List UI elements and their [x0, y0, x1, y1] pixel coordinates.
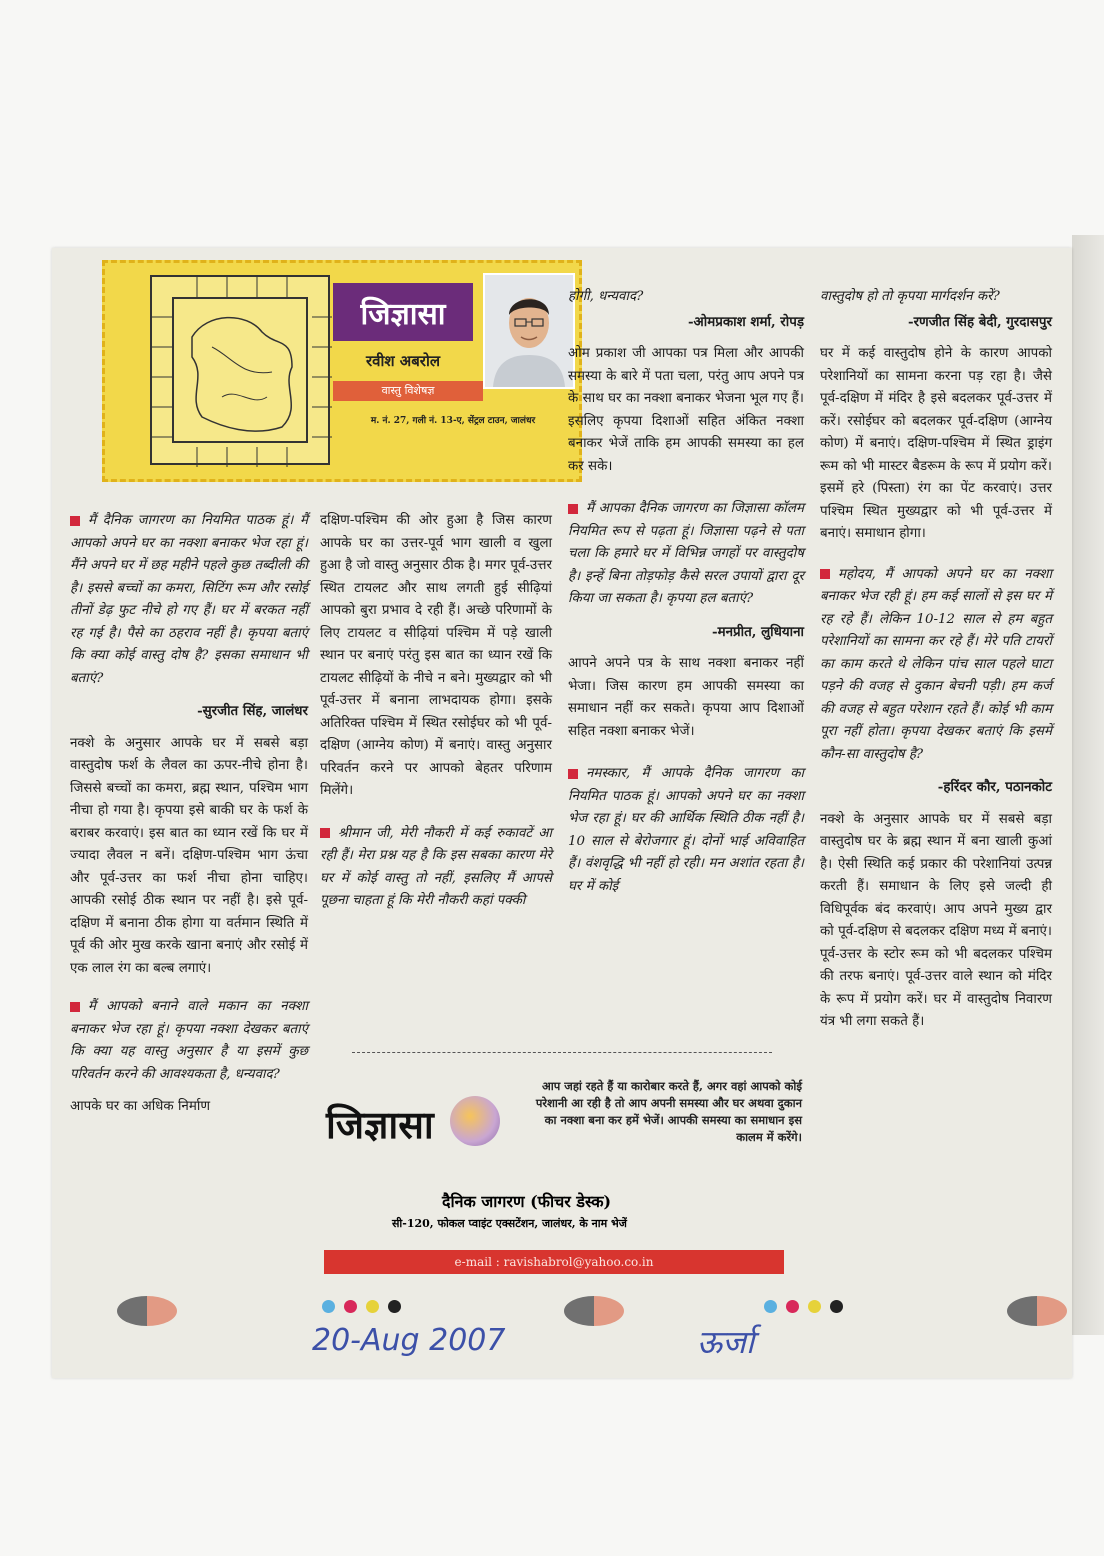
- bullet-square: [568, 769, 578, 779]
- vastu-grid-illustration: [150, 275, 330, 465]
- column-logo-icon: [450, 1096, 500, 1146]
- column-1: [70, 510, 308, 1129]
- color-dot-icon: [388, 1300, 401, 1313]
- answer-6: नक्शे के अनुसार आपके घर में सबसे बड़ा वास्तुदोष घर के ब्रह्म स्थान में बना खाली कुआं है। ऐसी स्थिति कई प्रकार की परेशानियां उत्पन्न करती हैं। समाधान के लिए इसे जल्दी ही विधिपूर्वक बंद करवाएं। आप अपने मुख्य द्वार को पूर्व-दक्षिण से बदलकर दक्षिण मध्य में बनाएं। पूर्व-उत्तर के स्टोर रूम को भी बदलकर पश्चिम की तरफ बनाएं। पूर्व-उत्तर वाले स्थान को मंदिर के रूप में प्रयोग करें। घर में वास्तुदोष निवारण यंत्र भी लगा सकते हैं।: [820, 811, 1052, 1029]
- column-3: [568, 286, 804, 908]
- answer-2-continued: दक्षिण-पश्चिम की ओर हुआ है जिस कारण आपके घर का उत्तर-पूर्व भाग खाली व खुला हुआ है जो वास्तु अनुसार ठीक है। मगर पूर्व-उत्तर स्थित टायलट और साथ लगती हुई सीढ़ियां आपको बुरा प्रभाव दे रही हैं। अच्छे परिणामों के लिए टायलट व सीढ़ियां पश्चिम में पड़े खाली स्थान पर बनाएं परंतु इस बात का ध्यान रखें कि टायलट सीढ़ियों के नीचे न बने। मुख्यद्वार को भी पूर्व-उत्तर में बनाना लाभदायक होगा। इसके अतिरिक्त पश्चिम में स्थित रसोईघर को भी पूर्व-दक्षिण (आग्नेय कोण) में बनाएं। वास्तु अनुसार परिवर्तन करने पर आपको बेहतर परिणाम मिलेंगे।: [320, 513, 552, 798]
- registration-mark-icon: [564, 1296, 624, 1326]
- registration-mark-icon: [1007, 1296, 1067, 1326]
- signature-5: -रणजीत सिंह बेदी, गुरदासपुर: [908, 313, 1052, 330]
- author-address: म. नं. 27, गली नं. 13-ए, सेंट्रल टाउन, जालंधर: [370, 416, 536, 426]
- author-name: रवीश अबरोल: [366, 352, 440, 370]
- color-dot-icon: [366, 1300, 379, 1313]
- question-5-continued: वास्तुदोष हो तो कृपया मार्गदर्शन करें?: [820, 289, 1000, 304]
- divider-line: [352, 1052, 772, 1053]
- answer-2-start: आपके घर का अधिक निर्माण: [70, 1099, 211, 1114]
- bullet-square: [70, 516, 80, 526]
- contact-email: e-mail : ravishabrol@yahoo.co.in: [324, 1250, 784, 1274]
- answer-4: आपने अपने पत्र के साथ नक्शा बनाकर नहीं भेजा। जिस कारण हम आपकी समस्या का समाधान नहीं कर सकते। कृपया आप दिशाओं सहित नक्शा बनाकर भेजें।: [568, 656, 804, 739]
- question-3: श्रीमान जी, मेरी नौकरी में कई रुकावटें आ रही हैं। मेरा प्रश्न यह है कि इस सबका कारण मेरे घर में कोई वास्तु तो नहीं, इसलिए मैं आपसे पूछना चाहता हूं कि मेरी नौकरी कहां पक्की: [320, 825, 552, 908]
- registration-mark-icon: [117, 1296, 177, 1326]
- question-3-continued: होगी, धन्यवाद?: [568, 289, 644, 304]
- column-title: जिज्ञासा: [333, 283, 473, 341]
- signature-6: -हरिंदर कौर, पठानकोट: [937, 779, 1052, 795]
- bullet-square: [820, 569, 830, 579]
- author-role: वास्तु विशेषज्ञ: [333, 381, 483, 401]
- color-dot-icon: [786, 1300, 799, 1313]
- answer-1: नक्शे के अनुसार आपके घर में सबसे बड़ा वास्तुदोष फर्श के लैवल का ऊपर-नीचे होना है। जिससे बच्चों का कमरा, ब्रह्म स्थान, पश्चिम भाग नीचा हो गया है। कृपया इसे बाकी घर के फर्श के बराबर करवाएं। इस बात का ध्यान रखें कि घर में ज्यादा लैवल न बनें। दक्षिण-पश्चिम भाग ऊंचा और पूर्व-उत्तर का फर्श नीचा होना चाहिए। आपकी रसोई ठीक स्थान पर नहीं है। इसे पूर्व-दक्षिण में बनाना ठीक होगा या वर्तमान स्थिति में पूर्व की ओर मुख करके खाना बनाएं और रसोई में एक लाल रंग का बल्ब लगाएं।: [70, 735, 308, 976]
- color-dot-icon: [830, 1300, 843, 1313]
- notice-text: आप जहां रहते हैं या कारोबार करते हैं, अगर वहां आपको कोई परेशानी आ रही है तो आप अपनी समस्या और घर अथवा दुकान का नक्शा बना कर हमें भेजें। आपकी समस्या का समाधान इस कालम में करेंगे।: [535, 1079, 802, 1144]
- signature-3: -ओमप्रकाश शर्मा, रोपड़: [687, 313, 804, 330]
- bullet-square: [70, 1002, 80, 1012]
- newspaper-clipping: [52, 248, 1072, 1378]
- column-4: [820, 286, 1052, 1044]
- question-1: मैं दैनिक जागरण का नियमित पाठक हूं। मैं आपको अपने घर का नक्शा बनाकर भेज रहा हूं। मैंने अपने घर में छह महीने पहले कुछ तब्दीली की है। इससे बच्चों का कमरा, सिटिंग रूम और रसोई तीनों डेढ़ फुट नीचे हो गए हैं। घर में बरकत नहीं रह गई है। पैसे का ठहराव नहीं है। कृपया बताएं कि क्या कोई वास्तु दोष है? इसका समाधान भी बताएं?: [70, 513, 308, 686]
- question-6: महोदय, मैं आपको अपने घर का नक्शा बनाकर भेज रही हूं। हम कई सालों से इस घर में रह रहे हैं। लेकिन 10-12 साल से हम बहुत परेशानियों का सामना कर रहे हैं। मेरे पति टायरों का काम करते थे लेकिन पांच साल पहले घाटा पड़ने की वजह से दुकान बेचनी पड़ी। हम कर्ज की वजह से बहुत परेशान रहते हैं। कोई भी काम पूरा नहीं होता। कृपया देखकर बताएं कि इसमें कौन-सा वास्तुदोष है?: [820, 566, 1052, 762]
- column-header: [102, 260, 582, 482]
- page-edge: [1072, 235, 1104, 1335]
- publisher-name: दैनिक जागरण (फीचर डेस्क): [442, 1192, 612, 1211]
- notice-title: जिज्ञासा: [326, 1102, 434, 1147]
- color-dot-icon: [808, 1300, 821, 1313]
- bullet-square: [568, 504, 578, 514]
- signature-1: -सुरजीत सिंह, जालंधर: [197, 703, 308, 719]
- question-4: मैं आपका दैनिक जागरण का जिज्ञासा कॉलम नियमित रूप से पढ़ता हूं। जिज्ञासा पढ़ने से पता चला कि हमारे घर में विभिन्न जगहों पर वास्तुदोष है। इन्हें बिना तोड़फोड़ कैसे सरल उपायों द्वारा दूर किया जा सकता है। कृपया हल बताएं?: [568, 501, 804, 606]
- author-photo: [483, 273, 575, 389]
- publisher-address: सी-120, फोकल प्वाइंट एक्सटेंशन, जालंधर, के नाम भेजें: [392, 1217, 627, 1230]
- color-dot-icon: [322, 1300, 335, 1313]
- handwritten-note: ऊर्जा: [697, 1323, 755, 1361]
- color-dot-icon: [764, 1300, 777, 1313]
- answer-3: ओम प्रकाश जी आपका पत्र मिला और आपकी समस्या के बारे में पता चला, परंतु आप अपने पत्र के साथ घर का नक्शा बनाकर भेजना भूल गए हैं। इसलिए कृपया दिशाओं सहित अंकित नक्शा बनाकर भेजें ताकि हम आपकी समस्या का हल कर सके।: [568, 346, 804, 474]
- submission-notice: [322, 1078, 802, 1278]
- color-dot-icon: [344, 1300, 357, 1313]
- answer-5: घर में कई वास्तुदोष होने के कारण आपको परेशानियों का सामना करना पड़ रहा है। जैसे पूर्व-दक्षिण में मंदिर है इसे बदलकर पूर्व-उत्तर में करें। रसोईघर को बदलकर पूर्व-दक्षिण (आग्नेय कोण) में बनाएं। दक्षिण-पश्चिम में स्थित ड्राइंग रूम को भी मास्टर बैडरूम के रूप में प्रयोग करें। इसमें हरे (पिस्ता) रंग का पेंट करवाएं। उत्तर पश्चिम स्थित मुख्यद्वार को भी पूर्व-उत्तर में बनाएं। समाधान होगा।: [820, 346, 1052, 541]
- bullet-square: [320, 828, 330, 838]
- question-5: नमस्कार, मैं आपके दैनिक जागरण का नियमित पाठक हूं। आपको अपने घर का नक्शा भेज रहा हूं। घर की आर्थिक स्थिति ठीक नहीं है। 10 साल से बेरोजगार हूं। दोनों भाई अविवाहित हैं। वंशवृद्धि भी नहीं हो रही। मन अशांत रहता है। घर में कोई: [568, 766, 804, 894]
- question-2: मैं आपको बनाने वाले मकान का नक्शा बनाकर भेज रहा हूं। कृपया नक्शा देखकर बताएं कि क्या यह वास्तु अनुसार है या इसमें कुछ परिवर्तन करने की आवश्यकता है, धन्यवाद?: [70, 999, 308, 1082]
- signature-4: -मनप्रीत, लुधियाना: [712, 623, 804, 640]
- column-2: [320, 510, 552, 923]
- handwritten-date: 20-Aug 2007: [312, 1323, 506, 1358]
